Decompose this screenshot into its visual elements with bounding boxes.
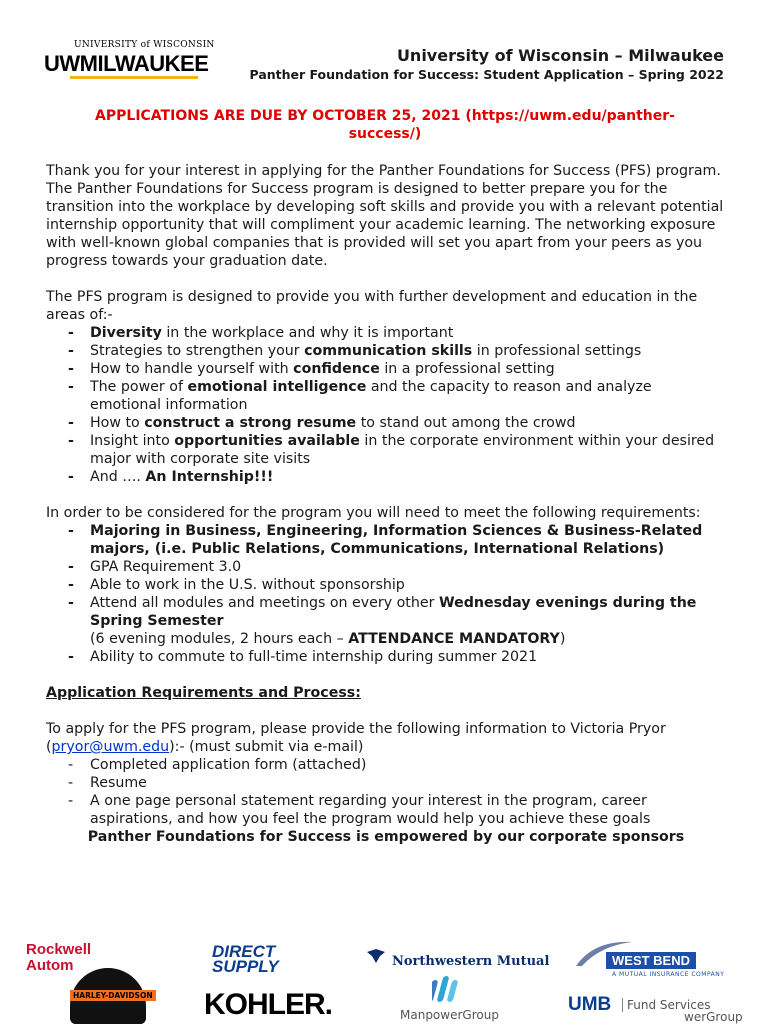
application-heading: Application Requirements and Process: (46, 685, 361, 701)
application-list (46, 756, 726, 828)
west-bend-subtitle: A MUTUAL INSURANCE COMPANY (612, 971, 725, 978)
umb-logo: UMB (568, 994, 612, 1015)
list-item: - Insight into opportunities available in the corporate environment within your desired major with corporate site visits (68, 432, 726, 468)
requirements-lead: In order to be considered for the program you will need to meet the following requirements: (46, 505, 701, 521)
logo-gold-bar (70, 76, 198, 79)
list-item: - GPA Requirement 3.0 (68, 558, 726, 576)
areas-lead: The PFS program is designed to provide you with further development and education in the areas of:- (46, 289, 698, 323)
manpower-stripes-icon (432, 974, 468, 1004)
header-subtitle: Panther Foundation for Success: Student Application – Spring 2022 (249, 67, 724, 82)
email-link[interactable]: pryor@uwm.edu (51, 739, 170, 755)
application-lead: To apply for the PFS program, please provide the following information to Victoria Pryor (pryor@uwm.edu):- (must submit via e-mail) (46, 721, 666, 755)
rockwell-logo: Rockwell Autom (26, 941, 92, 974)
umb-fund-services-text: Fund Services (622, 998, 711, 1012)
document-body (46, 162, 726, 846)
list-item: - A one page personal statement regarding your interest in the program, career aspirations, and how you feel the program would help you achieve these goals (68, 792, 726, 828)
northwestern-mutual-logo: Northwestern Mutual (392, 954, 550, 969)
west-bend-logo: WEST BEND (606, 952, 696, 969)
logo-university-text: UNIVERSITY of WISCONSIN (74, 40, 215, 50)
northwestern-eagle-icon (366, 948, 386, 964)
header-title: University of Wisconsin – Milwaukee (396, 46, 724, 65)
list-item: - How to construct a strong resume to stand out among the crowd (68, 414, 726, 432)
list-item: - Strategies to strengthen your communication skills in professional settings (68, 342, 726, 360)
direct-supply-logo: DIRECT SUPPLY (212, 942, 279, 976)
list-item: - How to handle yourself with confidence in a professional setting (68, 360, 726, 378)
sponsors-title: Panther Foundations for Success is empowered by our corporate sponsors (87, 829, 685, 845)
list-item: - The power of emotional intelligence and the capacity to reason and analyze emotional information (68, 378, 726, 414)
list-item: - Resume (68, 774, 726, 792)
list-item: - Attend all modules and meetings on every other Wednesday evenings during the Spring Semester (6 evening modules, 2 hours each – ATTENDANCE MANDATORY) (68, 594, 726, 648)
list-item: - And …. An Internship!!! (68, 468, 726, 486)
list-item: - Completed application form (attached) (68, 756, 726, 774)
uwm-logo (44, 40, 215, 82)
logo-milwaukee-text: UWMILWAUKEE (44, 51, 209, 76)
manpowergroup-logo: ManpowerGroup (400, 1008, 499, 1022)
list-item: - Diversity in the workplace and why it is important (68, 324, 726, 342)
list-item: - Majoring in Business, Engineering, Information Sciences & Business-Related majors, (i.e. Public Relations, Communications, International Relations) (68, 522, 726, 558)
harley-davidson-logo: HARLEY-DAVIDSON (70, 968, 146, 1024)
intro-paragraph-2: The Panther Foundations for Success program is designed to better prepare you for the transition into the workplace by developing soft skills and provide you with a relevant potential internship opportunity that will compliment your academic learning. The networking exposure with well-known global companies that is provided will set you apart from your peers as you progress towards your graduation date. (46, 181, 724, 269)
wergroup-logo-fragment: werGroup (684, 1010, 743, 1024)
requirements-list (46, 522, 726, 666)
sponsor-logos (0, 930, 770, 1024)
list-item: - Ability to commute to full-time internship during summer 2021 (68, 648, 726, 666)
areas-list (46, 324, 726, 486)
intro-paragraph-1: Thank you for your interest in applying for the Panther Foundations for Success (PFS) program. (46, 163, 721, 179)
kohler-logo: KOHLER. (204, 988, 332, 1021)
due-notice: APPLICATIONS ARE DUE BY OCTOBER 25, 2021 (https://uwm.edu/panther-success/) (95, 108, 675, 142)
list-item: - Able to work in the U.S. without sponsorship (68, 576, 726, 594)
